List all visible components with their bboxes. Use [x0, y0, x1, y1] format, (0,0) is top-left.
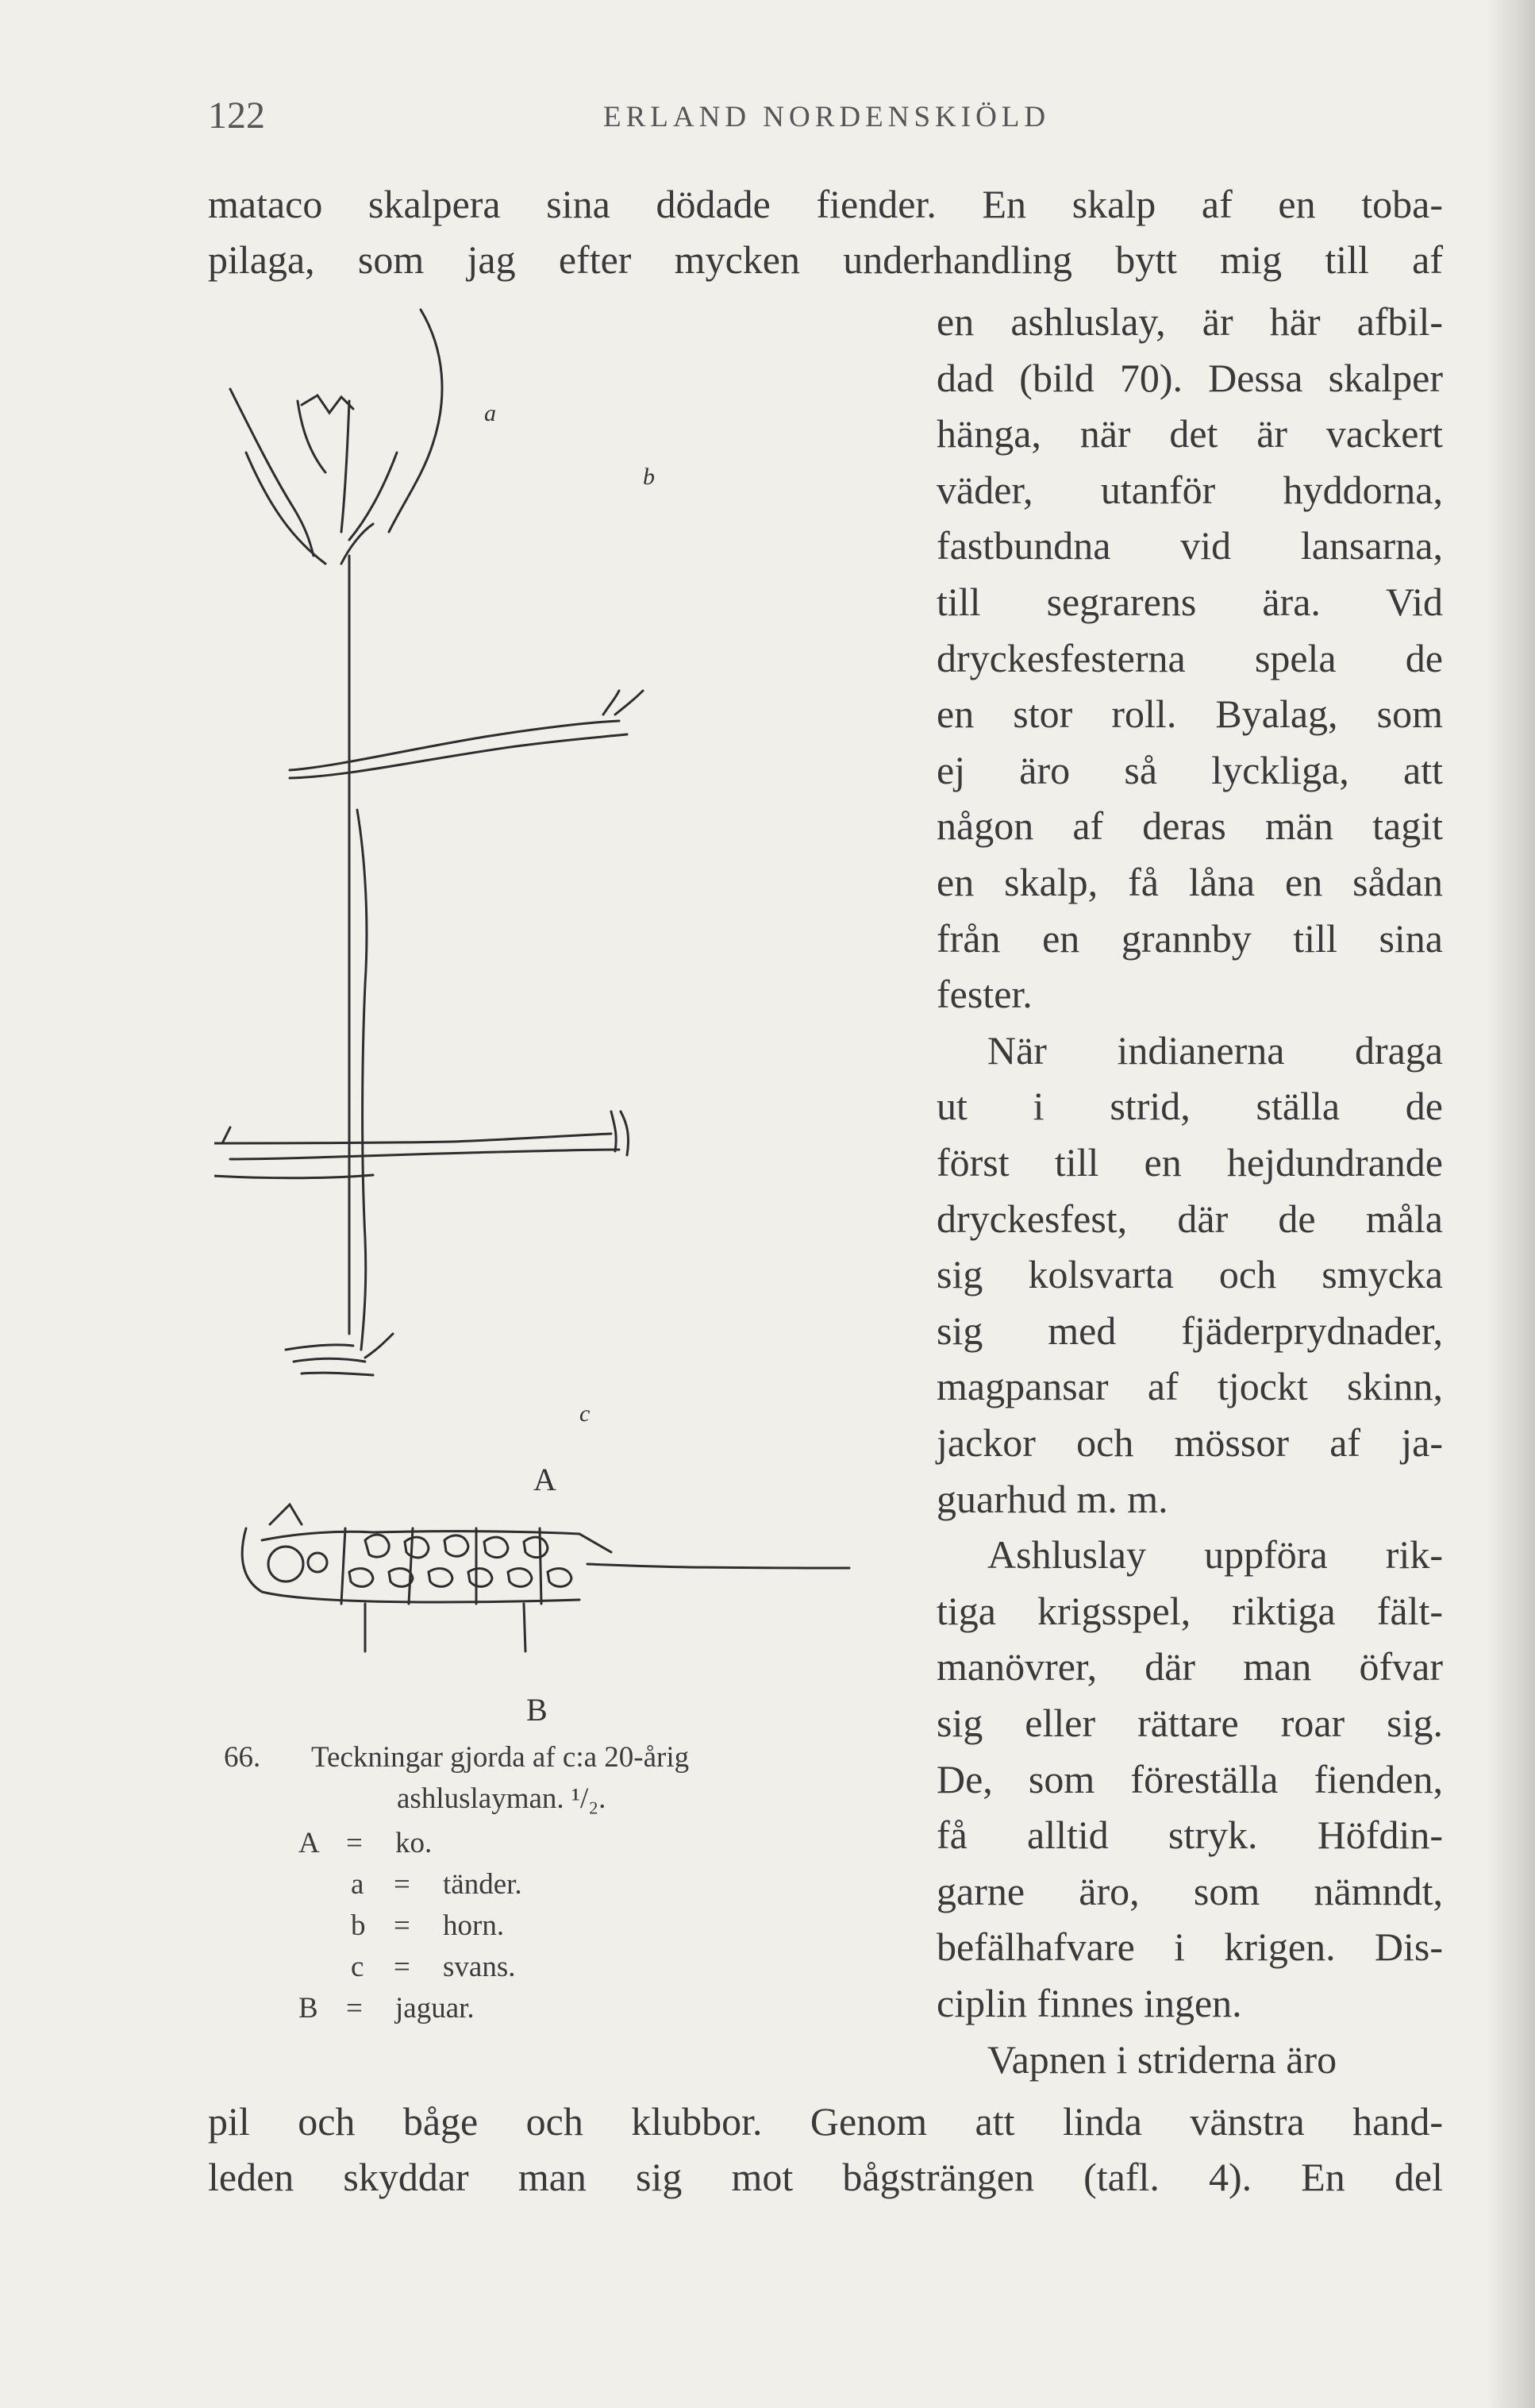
text-line: en skalp, få låna en sådan [937, 860, 1443, 904]
text-line: ej äro så lyckliga, att [937, 747, 1443, 792]
text-line: dryckesfest, där de måla [937, 1196, 1443, 1241]
page-edge-shadow [1487, 0, 1535, 2408]
legend-value: tänder. [443, 1868, 522, 1901]
text-line: ciplin finnes ingen. [937, 1981, 1242, 2025]
legend-key: A [298, 1827, 320, 1859]
text-line: fester. [937, 972, 1033, 1017]
legend-equals: = [394, 1868, 410, 1901]
text-line: en ashluslay, är här afbil- [937, 299, 1443, 344]
text-line: magpansar af tjockt skinn, [937, 1364, 1443, 1409]
legend-equals: = [346, 1827, 363, 1859]
legend-equals: = [394, 1909, 410, 1942]
text-line: dryckesfesterna spela de [937, 635, 1443, 680]
page-number: 122 [208, 94, 265, 137]
text-line: fastbundna vid lansarna, [937, 523, 1443, 568]
legend-value: svans. [443, 1951, 516, 1983]
legend-equals: = [394, 1951, 410, 1983]
legend-value: jaguar. [395, 1992, 475, 2025]
text-line: mataco skalpera sina dödade fiender. En skalp af en toba- [208, 182, 1443, 226]
running-head: ERLAND NORDENSKIÖLD [603, 101, 1051, 133]
legend-key: c [351, 1951, 364, 1983]
text-line: De, som föreställa fienden, [937, 1756, 1443, 1801]
text-line: sig eller rättare roar sig. [937, 1701, 1443, 1745]
text-line: en stor roll. Byalag, som [937, 692, 1443, 737]
text-line: Ashluslay uppföra rik- [987, 1532, 1443, 1578]
legend-key: a [351, 1868, 364, 1901]
caption-number: 66. [224, 1741, 261, 1774]
figure-label-a: a [484, 400, 496, 426]
text-line: sig med fjäderprydnader, [937, 1308, 1443, 1353]
figure-label-b: b [643, 464, 655, 490]
legend-value: horn. [443, 1909, 505, 1942]
legend-key: B [298, 1992, 318, 2025]
figure-label-A: A [533, 1462, 556, 1497]
text-line: till segrarens ära. Vid [937, 580, 1443, 624]
text-line: guarhud m. m. [937, 1476, 1168, 1521]
text-line: någon af deras män tagit [937, 803, 1443, 849]
legend-key: b [351, 1909, 366, 1942]
text-line: Vapnen i striderna äro [987, 2036, 1337, 2082]
legend-equals: = [346, 1992, 363, 2025]
figure-label-B: B [526, 1692, 548, 1728]
legend-value: ko. [395, 1827, 433, 1859]
cow-drawing [214, 310, 643, 1375]
text-line: sig kolsvarta och smycka [937, 1252, 1443, 1297]
text-line: från en grannby till sina [937, 915, 1443, 961]
text-line: väder, utanför hyddorna, [937, 467, 1443, 512]
text-line: dad (bild 70). Dessa skalper [937, 355, 1443, 400]
text-line: få alltid stryk. Höfdin- [937, 1813, 1443, 1858]
text-line: pilaga, som jag efter mycken underhandling bytt mig till af [208, 237, 1443, 282]
text-line: manövrer, där man öfvar [937, 1644, 1443, 1689]
text-line: ut i strid, ställa de [937, 1084, 1443, 1129]
text-line: tiga krigsspel, riktiga fält- [937, 1588, 1443, 1633]
text-line: leden skyddar man sig mot bågsträngen (tafl. 4). En del [208, 2155, 1443, 2199]
figure-drawing [214, 302, 873, 1723]
text-line: När indianerna draga [987, 1027, 1443, 1073]
caption-title-line1: Teckningar gjorda af c:a 20-årig [311, 1741, 690, 1774]
text-line: hänga, när det är vackert [937, 411, 1443, 457]
text-line: först till en hejdundrande [937, 1140, 1443, 1185]
text-line: befälhafvare i krigen. Dis- [937, 1924, 1443, 1970]
figure-label-c: c [579, 1400, 591, 1427]
caption-title-line2: ashluslayman. ¹/₂. [397, 1782, 606, 1815]
text-line: pil och båge och klubbor. Genom att linda vänstra hand- [208, 2099, 1443, 2144]
jaguar-drawing [242, 1505, 849, 1651]
text-line: garne äro, som nämndt, [937, 1868, 1443, 1913]
text-line: jackor och mössor af ja- [937, 1420, 1443, 1465]
